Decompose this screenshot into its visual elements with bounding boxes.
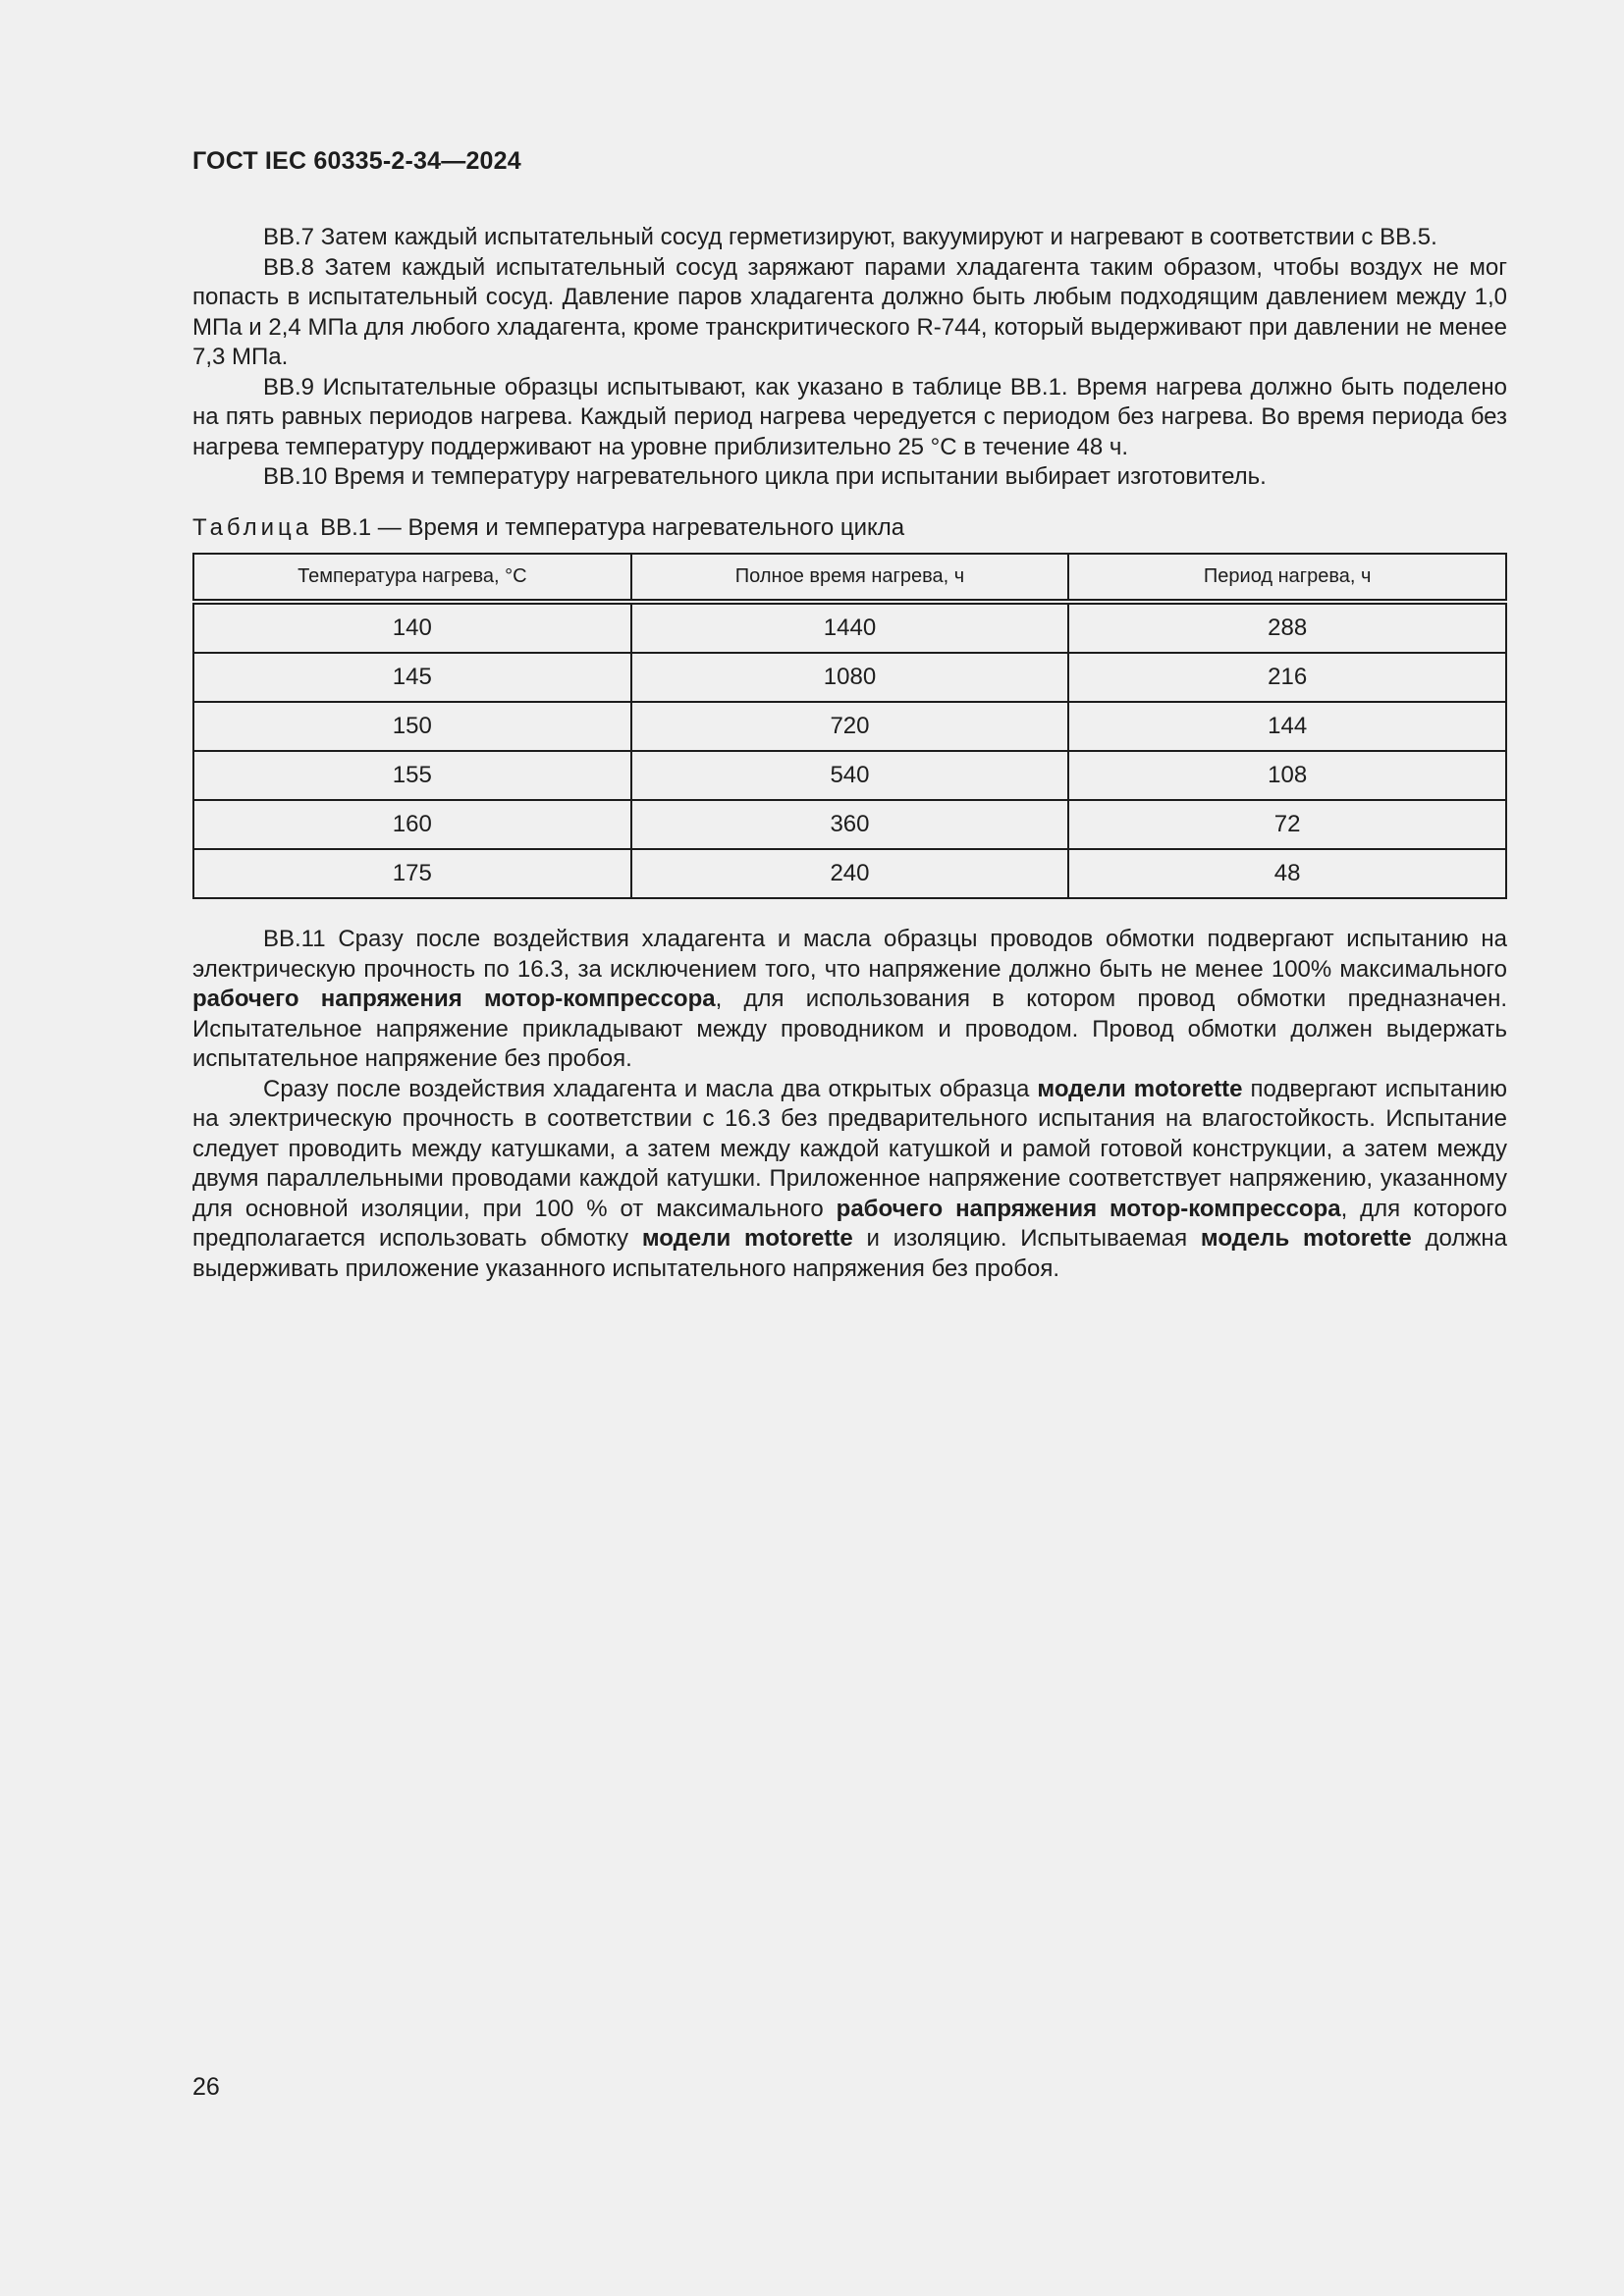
table-row <box>193 653 1506 702</box>
document-header: ГОСТ IEC 60335-2-34—2024 <box>192 147 521 175</box>
heating-cycle-table <box>192 553 1507 899</box>
table-row <box>193 602 1506 653</box>
table-cell: 216 <box>1068 653 1506 702</box>
text-run: BB.9 Испытательные образцы испытывают, как указано в таблице BB.1. Время нагрева должно быть поделено на пять равных периодов нагрева. Каждый период нагрева чередуется с периодом без нагрева. Во время периода без нагрева температуру поддерживают на уровне приблизительно 25 °C в течение 48 ч. <box>192 373 1507 460</box>
text-run: BB.10 Время и температуру нагревательного цикла при испытании выбирает изготовитель. <box>263 463 1267 490</box>
paragraphs-before-table <box>192 223 1507 493</box>
table-cell: 160 <box>193 800 631 849</box>
table-cell: 1440 <box>631 602 1069 653</box>
text-run: , для использования в котором провод обмотки предназначен. Испытательное напряжение прикладывают между проводником и проводом. Провод обмотки должен выдержать испытательное напряжение без пробоя. <box>192 986 1507 1072</box>
bold-term: модель motorette <box>1200 1225 1412 1252</box>
table-cell: 288 <box>1068 602 1506 653</box>
before-paragraph <box>192 253 1507 373</box>
document-body <box>192 223 1507 1284</box>
after-paragraph <box>192 925 1507 1075</box>
header-period: Период нагрева, ч <box>1068 554 1506 602</box>
text-run: BB.8 Затем каждый испытательный сосуд заряжают парами хладагента таким образом, чтобы воздух не мог попасть в испытательный сосуд. Давление паров хладагента должно быть любым подходящим давлением между 1,0 МПа и 2,4 МПа для любого хладагента, кроме транскритического R-744, который выдерживают при давлении не менее 7,3 МПа. <box>192 253 1507 370</box>
text-run: подвергают испытанию на электрическую прочность в соответствии с 16.3 без предварительного испытания на влагостойкость. Испытание следует проводить между катушками, а затем между каждой катушкой и рамой готовой конструкции, а затем между двумя параллельными проводами каждой катушки. Приложенное напряжение соответствует напряжению, указанному для основной изоляции, при 100 % от максимального <box>192 1075 1508 1222</box>
table-row <box>193 702 1506 751</box>
bold-term: модели motorette <box>641 1225 853 1252</box>
table-caption-text: BB.1 — Время и температура нагревательного цикла <box>320 513 905 541</box>
header-total-time: Полное время нагрева, ч <box>631 554 1069 602</box>
table-cell: 150 <box>193 702 631 751</box>
table-caption-label: Таблица <box>192 513 313 541</box>
after-paragraph <box>192 1075 1507 1285</box>
bold-term: рабочего напряжения мотор-компрессора <box>192 986 716 1012</box>
page-number: 26 <box>192 2073 220 2101</box>
bold-term: модели motorette <box>1037 1075 1243 1102</box>
table-row <box>193 751 1506 800</box>
table-cell: 140 <box>193 602 631 653</box>
text-run: BB.7 Затем каждый испытательный сосуд герметизируют, вакуумируют и нагревают в соответствии с BB.5. <box>263 224 1437 250</box>
table-cell: 540 <box>631 751 1069 800</box>
before-paragraph <box>192 373 1507 463</box>
bold-term: рабочего напряжения мотор-компрессора <box>836 1195 1341 1222</box>
table-row <box>193 849 1506 898</box>
header-temperature: Температура нагрева, °C <box>193 554 631 602</box>
before-paragraph <box>192 462 1507 493</box>
text-run: BB.11 Сразу после воздействия хладагента и масла образцы проводов обмотки подвергают испытанию на электрическую прочность по 16.3, за исключением того, что напряжение должно быть не менее 100% максимального <box>192 926 1507 983</box>
table-header-row <box>193 554 1506 602</box>
table-cell: 48 <box>1068 849 1506 898</box>
text-run: Сразу после воздействия хладагента и масла два открытых образца <box>263 1075 1038 1102</box>
paragraphs-after-table <box>192 925 1507 1284</box>
table-cell: 144 <box>1068 702 1506 751</box>
table-cell: 145 <box>193 653 631 702</box>
table-cell: 360 <box>631 800 1069 849</box>
table-body <box>193 602 1506 898</box>
table-cell: 240 <box>631 849 1069 898</box>
table-caption <box>192 513 1507 544</box>
text-run: должна выдерживать приложение указанного испытательного напряжения без пробоя. <box>192 1225 1508 1282</box>
text-run: и изоляцию. Испытываемая <box>852 1225 1201 1252</box>
before-paragraph <box>192 223 1507 253</box>
table-cell: 72 <box>1068 800 1506 849</box>
table-cell: 175 <box>193 849 631 898</box>
table-cell: 108 <box>1068 751 1506 800</box>
text-run: , для которого предполагается использовать обмотку <box>192 1195 1508 1252</box>
table-cell: 1080 <box>631 653 1069 702</box>
table-row <box>193 800 1506 849</box>
table-cell: 720 <box>631 702 1069 751</box>
table-cell: 155 <box>193 751 631 800</box>
